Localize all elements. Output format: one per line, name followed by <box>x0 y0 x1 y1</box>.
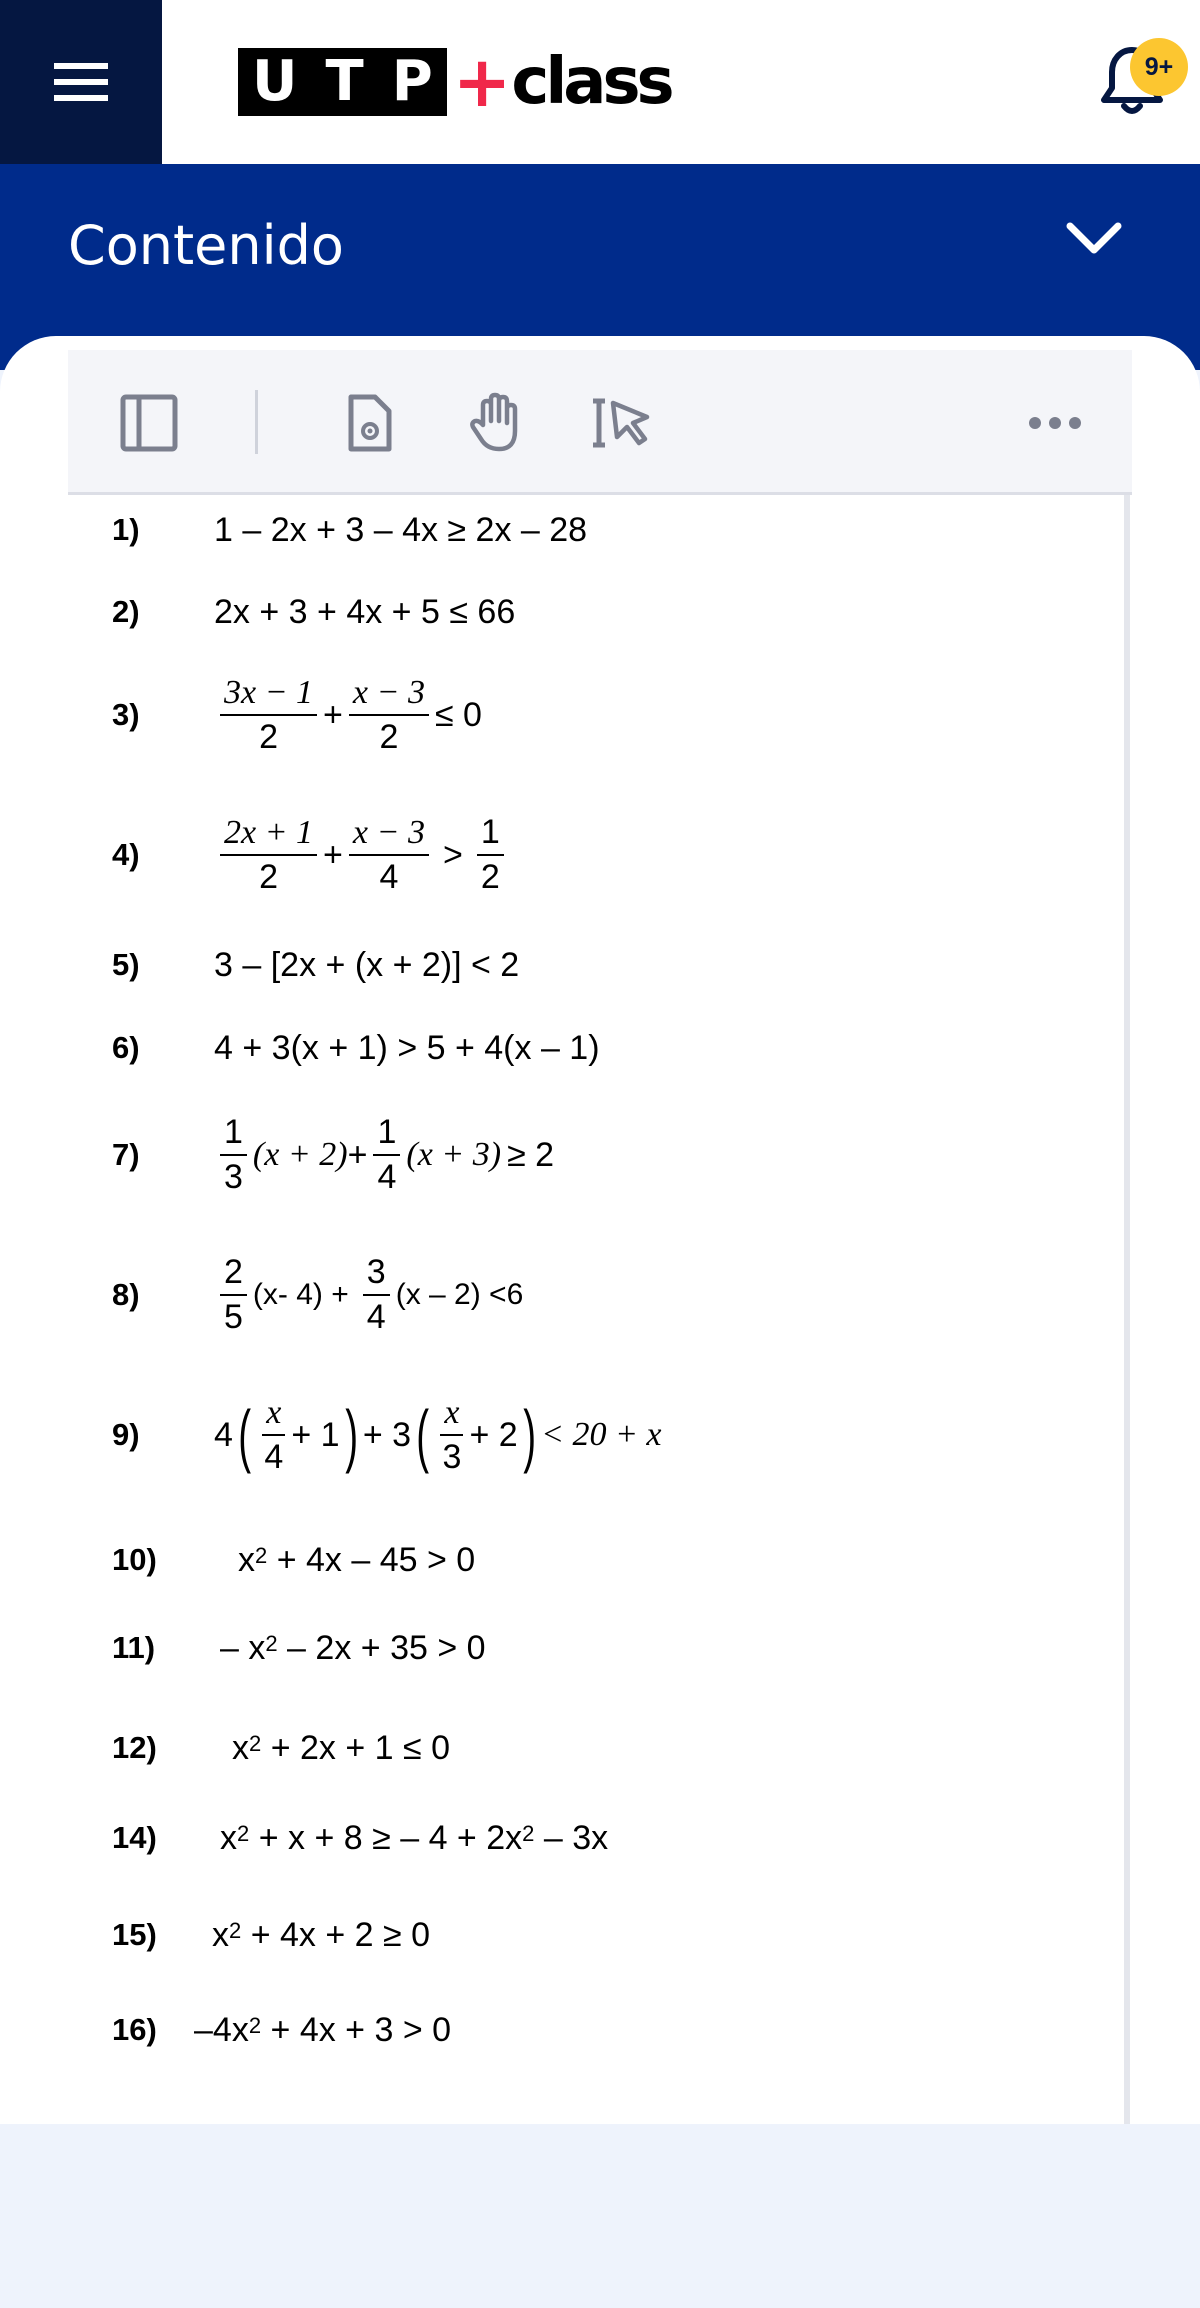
logo-letter-u: U <box>252 49 298 114</box>
chevron-down-icon[interactable] <box>1062 216 1126 264</box>
fraction: $\frac{x}{3}$ <box>440 1393 463 1477</box>
document-settings-button[interactable] <box>334 388 404 458</box>
exercise-number: 12) <box>112 1730 157 1765</box>
coefficient: 4 <box>214 1415 233 1454</box>
fraction: $\frac{1}{2}$ <box>477 813 504 897</box>
exercise-row <box>68 1105 1068 1205</box>
more-options-button[interactable] <box>1020 388 1090 458</box>
exercise-row <box>68 1723 1068 1773</box>
addend: + 2 <box>469 1415 518 1454</box>
toolbar-separator <box>255 390 258 454</box>
exercise-number: 2) <box>112 594 140 629</box>
exercise-number: 7) <box>112 1137 140 1172</box>
exercise-row <box>68 2005 1068 2055</box>
more-options-icon <box>1023 391 1087 455</box>
parenthesis-term: (x- 4) + <box>252 1278 349 1311</box>
left-paren: ( <box>416 1396 430 1474</box>
parenthesis-term: (x + 2) <box>252 1136 348 1173</box>
exercise-number: 5) <box>112 947 140 982</box>
exercise-expression <box>214 813 510 897</box>
exercise-number: 6) <box>112 1030 140 1065</box>
fraction: $\frac{2x + 1}{2}$ <box>220 813 317 897</box>
exercise-number: 8) <box>112 1277 140 1312</box>
exercise-number: 16) <box>112 2012 157 2047</box>
exercise-number: 10) <box>112 1542 157 1577</box>
sidebar-toggle-icon <box>117 391 181 455</box>
exercise-expression: 4 + 3(x + 1) > 5 + 4(x – 1) <box>214 1028 600 1067</box>
notification-count-badge: 9+ <box>1130 38 1188 96</box>
exercise-row <box>68 1023 1068 1073</box>
parenthesis-term: (x – 2) <6 <box>395 1278 524 1311</box>
fraction: $\frac{x - 3}{4}$ <box>349 813 429 897</box>
fraction: $\frac{3}{4}$ <box>363 1253 390 1337</box>
exercise-number: 4) <box>112 837 140 872</box>
pdf-toolbar <box>68 350 1132 495</box>
exercise-row <box>68 1813 1068 1863</box>
left-paren: ( <box>238 1396 251 1474</box>
exercise-expression <box>214 673 482 757</box>
logo-class-text: class <box>511 45 671 119</box>
operator: + 3 <box>362 1415 412 1454</box>
exercise-number: 15) <box>112 1917 157 1952</box>
document-page <box>68 495 1130 2124</box>
exercise-expression <box>214 1253 523 1337</box>
utp-class-logo[interactable] <box>238 41 671 123</box>
exercise-row <box>68 1385 1068 1485</box>
exercise-number: 3) <box>112 697 140 732</box>
exercise-expression <box>214 1113 554 1197</box>
text-select-icon <box>591 391 655 455</box>
exercise-row <box>68 1535 1068 1585</box>
document-settings-icon <box>337 391 401 455</box>
fraction: $\frac{x - 3}{2}$ <box>349 673 429 757</box>
exercise-row <box>68 665 1068 765</box>
logo-plus: + <box>452 41 512 123</box>
exercise-expression: x $^2$ + 4x + 2 ≥ 0 <box>212 1915 431 1954</box>
operator: + <box>323 695 343 734</box>
exercise-expression <box>214 1393 662 1477</box>
hamburger-menu-button[interactable] <box>0 0 162 164</box>
addend: + 1 <box>291 1415 340 1454</box>
logo-letter-p: P <box>391 49 433 114</box>
exercise-expression: x $^2$ + x + 8 ≥ – 4 + 2x $^2$ – 3x <box>220 1818 609 1857</box>
operator: + <box>323 835 343 874</box>
exercise-number: 1) <box>112 512 140 547</box>
operator: + <box>347 1135 368 1174</box>
relation: > <box>442 835 463 874</box>
exercise-row <box>68 587 1068 637</box>
exercise-expression: –4x $^2$ + 4x + 3 > 0 <box>194 2010 452 2049</box>
exercise-row <box>68 505 1068 555</box>
top-header <box>0 0 1200 164</box>
content-section-title: Contenido <box>68 214 344 277</box>
hand-pan-icon <box>465 391 529 455</box>
exercise-expression: x $^2$ + 2x + 1 ≤ 0 <box>232 1728 451 1767</box>
exercise-expression: x $^2$ + 4x – 45 > 0 <box>238 1540 476 1579</box>
fraction: $\frac{x}{4}$ <box>262 1393 285 1477</box>
parenthesis-term: (x + 3) <box>406 1136 502 1173</box>
relation: < 20 + x <box>541 1416 662 1453</box>
page-footer-area <box>0 2124 1200 2308</box>
exercise-expression: 3 – [2x + (x + 2)] < 2 <box>214 945 520 984</box>
exercise-number: 14) <box>112 1820 157 1855</box>
fraction: $\frac{2}{5}$ <box>220 1253 247 1337</box>
pan-tool-button[interactable] <box>462 388 532 458</box>
notifications-button[interactable] <box>1090 36 1180 126</box>
fraction: $\frac{1}{4}$ <box>373 1113 400 1197</box>
relation: ≤ 0 <box>434 695 482 734</box>
right-paren: ) <box>522 1396 536 1474</box>
exercise-number: 9) <box>112 1417 140 1452</box>
fraction: $\frac{1}{3}$ <box>220 1113 247 1197</box>
exercise-row <box>68 1245 1068 1345</box>
right-paren: ) <box>344 1396 358 1474</box>
text-select-button[interactable] <box>588 388 658 458</box>
relation: ≥ 2 <box>507 1135 555 1174</box>
exercise-number: 11) <box>112 1630 156 1665</box>
exercise-row <box>68 940 1068 990</box>
logo-box <box>238 48 447 116</box>
sidebar-toggle-button[interactable] <box>114 388 184 458</box>
exercise-expression: – x $^2$ – 2x + 35 > 0 <box>220 1628 486 1667</box>
exercise-row <box>68 805 1068 905</box>
exercise-expression: 1 – 2x + 3 – 4x ≥ 2x – 28 <box>214 510 588 549</box>
exercise-row <box>68 1910 1068 1960</box>
exercise-expression: 2x + 3 + 4x + 5 ≤ 66 <box>214 592 516 631</box>
fraction: $\frac{3x - 1}{2}$ <box>220 673 317 757</box>
exercise-row <box>68 1623 1068 1673</box>
logo-letter-t: T <box>325 49 364 114</box>
menu-icon <box>52 59 110 105</box>
